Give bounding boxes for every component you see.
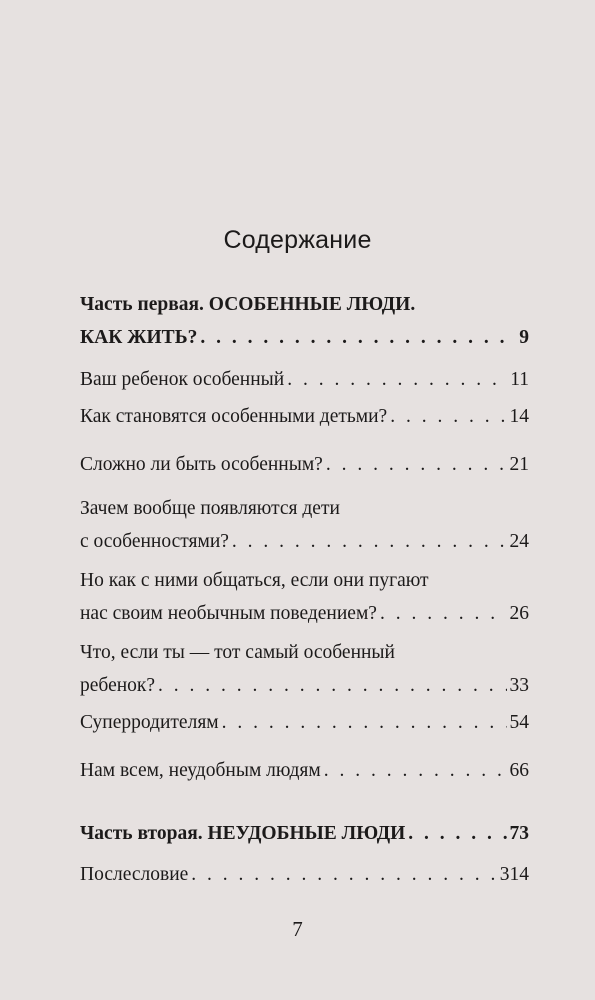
dot-leader: [222, 706, 507, 739]
dot-leader: [380, 597, 507, 630]
toc-entry-how-become: [80, 400, 529, 433]
toc-entry-title: Ваш ребенок особенный: [80, 369, 285, 390]
toc-entry-title: Послесловие: [80, 864, 189, 885]
toc-entry-page: 26: [509, 603, 529, 624]
dot-leader: [408, 817, 506, 850]
dot-leader: [232, 525, 507, 558]
toc-entry-title-line2: КАК ЖИТЬ?: [80, 327, 198, 348]
toc-entry-afterword: [80, 858, 529, 891]
toc-entry-how-communicate: [80, 564, 529, 630]
toc-entry-page: 21: [509, 454, 529, 475]
toc-entry-page: 24: [509, 531, 529, 552]
dot-leader: [326, 448, 507, 481]
dot-leader: [287, 363, 507, 396]
dot-leader: [200, 321, 516, 354]
toc-entry-title: Нам всем, неудобным людям: [80, 760, 321, 781]
toc-entry-title: Сложно ли быть особенным?: [80, 454, 323, 475]
toc-entry-title-line2: с особенностями?: [80, 531, 229, 552]
toc-entry-page: 314: [499, 864, 529, 885]
dot-leader: [191, 858, 496, 891]
toc-entry-part-two: [80, 817, 529, 850]
toc-entry-is-it-hard: [80, 448, 529, 481]
toc-entry-all-of-us: [80, 754, 529, 787]
toc-entry-title: Как становятся особенными детьми?: [80, 406, 388, 427]
dot-leader: [324, 754, 507, 787]
toc-title: Содержание: [223, 226, 372, 254]
toc-entry-title-line1: Но как с ними общаться, если они пугают: [80, 570, 429, 591]
toc-entry-superparents: [80, 706, 529, 739]
toc-entry-page: 73: [509, 823, 529, 844]
toc-entry-title: Часть вторая. НЕУДОБНЫЕ ЛЮДИ: [80, 823, 406, 844]
toc-entry-page: 33: [509, 675, 529, 696]
toc-entry-page: 66: [509, 760, 529, 781]
toc-entry-part-one: [80, 288, 529, 354]
dot-leader: [158, 669, 506, 702]
dot-leader: [390, 400, 506, 433]
toc-entry-page: 11: [510, 369, 529, 390]
toc-entry-your-child: [80, 363, 529, 396]
toc-entry-title: Суперродителям: [80, 712, 219, 733]
page-number: 7: [292, 917, 303, 941]
toc-entry-page: 9: [519, 327, 529, 348]
toc-entry-page: 14: [509, 406, 529, 427]
toc-entry-title-line1: Что, если ты — тот самый особенный: [80, 642, 395, 663]
toc-entry-title-line2: ребенок?: [80, 675, 156, 696]
toc-entry-page: 54: [509, 712, 529, 733]
toc-entry-title-line1: Зачем вообще появляются дети: [80, 498, 340, 519]
toc-entry-title-line1: Часть первая. ОСОБЕННЫЕ ЛЮДИ.: [80, 294, 416, 315]
toc-entry-title-line2: нас своим необычным поведением?: [80, 603, 377, 624]
toc-entry-why-children: [80, 492, 529, 558]
toc-entry-what-if-you: [80, 636, 529, 702]
